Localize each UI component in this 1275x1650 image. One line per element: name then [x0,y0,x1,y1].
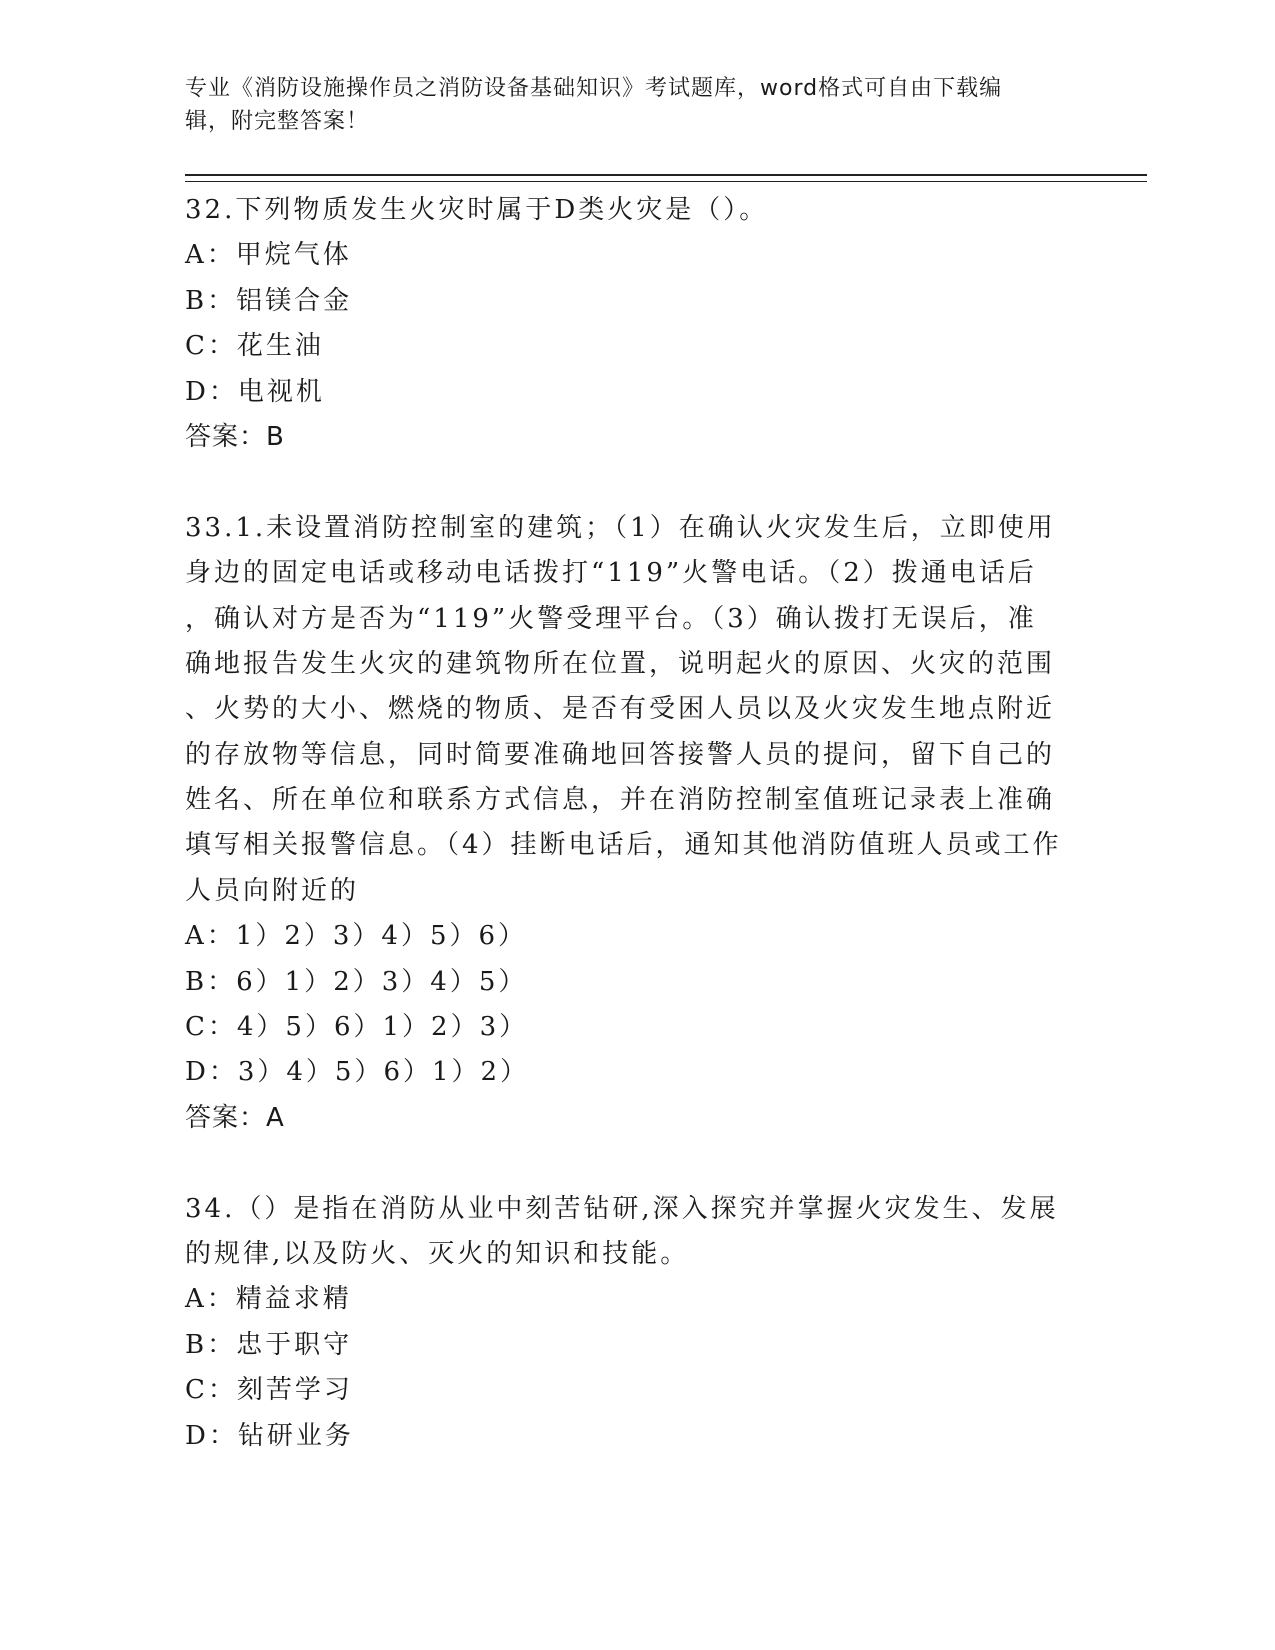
question-stem: ，确认对方是否为“119”火警受理平台。（3）确认拨打无误后，准 [185,603,1037,634]
question-stem: 34.（）是指在消防从业中刻苦钻研,深入探究并掌握火灾发生、发展 [185,1193,1059,1224]
question-list [185,188,1085,1459]
header-line: 辑，附完整答案！ [185,109,370,134]
option-c: C：花生油 [185,331,324,362]
answer: 答案：A [185,1102,285,1133]
question-stem: 的规律,以及防火、灭火的知识和技能。 [185,1238,690,1269]
option-a: A：精益求精 [185,1284,352,1315]
header-rule-thin [185,181,1147,182]
question-stem: 姓名、所在单位和联系方式信息，并在消防控制室值班记录表上准确 [185,785,1056,816]
answer: 答案：B [185,421,285,452]
question-stem: 、火势的大小、燃烧的物质、是否有受困人员以及火灾发生地点附近 [185,694,1056,725]
option-c: C：刻苦学习 [185,1375,353,1406]
question-33 [185,506,1085,1141]
spacer [185,460,1085,505]
question-34 [185,1187,1085,1459]
option-c: C：4）5）6）1）2）3） [185,1012,529,1043]
question-stem: 确地报告发生火灾的建筑物所在位置，说明起火的原因、火灾的范围 [185,648,1056,679]
question-stem: 身边的固定电话或移动电话拨打“119”火警电话。（2）拨通电话后 [185,558,1037,589]
question-stem: 32.下列物质发生火灾时属于D类火灾是（）。 [185,195,769,225]
option-a: A：1）2）3）4）5）6） [185,921,528,952]
option-b: B：忠于职守 [185,1329,353,1360]
header-rule [185,174,1147,176]
option-b: B：铝镁合金 [185,285,353,316]
question-stem: 人员向附近的 [185,875,360,906]
question-stem: 的存放物等信息，同时简要准确地回答接警人员的提问，留下自己的 [185,739,1056,770]
spacer [185,1141,1085,1186]
option-d: D：3）4）5）6）1）2） [185,1057,530,1088]
question-32 [185,188,1085,460]
header-line: 专业《消防设施操作员之消防设备基础知识》考试题库，word格式可自由下载编 [185,76,1003,101]
option-d: D：电视机 [185,376,325,407]
option-a: A：甲烷气体 [185,240,352,271]
question-stem: 33.1.未设置消防控制室的建筑；（1）在确认火灾发生后，立即使用 [185,512,1056,543]
option-d: D：钻研业务 [185,1420,354,1451]
option-b: B：6）1）2）3）4）5） [185,966,528,997]
question-stem: 填写相关报警信息。（4）挂断电话后，通知其他消防值班人员或工作 [185,830,1062,861]
document-header [185,72,1065,138]
